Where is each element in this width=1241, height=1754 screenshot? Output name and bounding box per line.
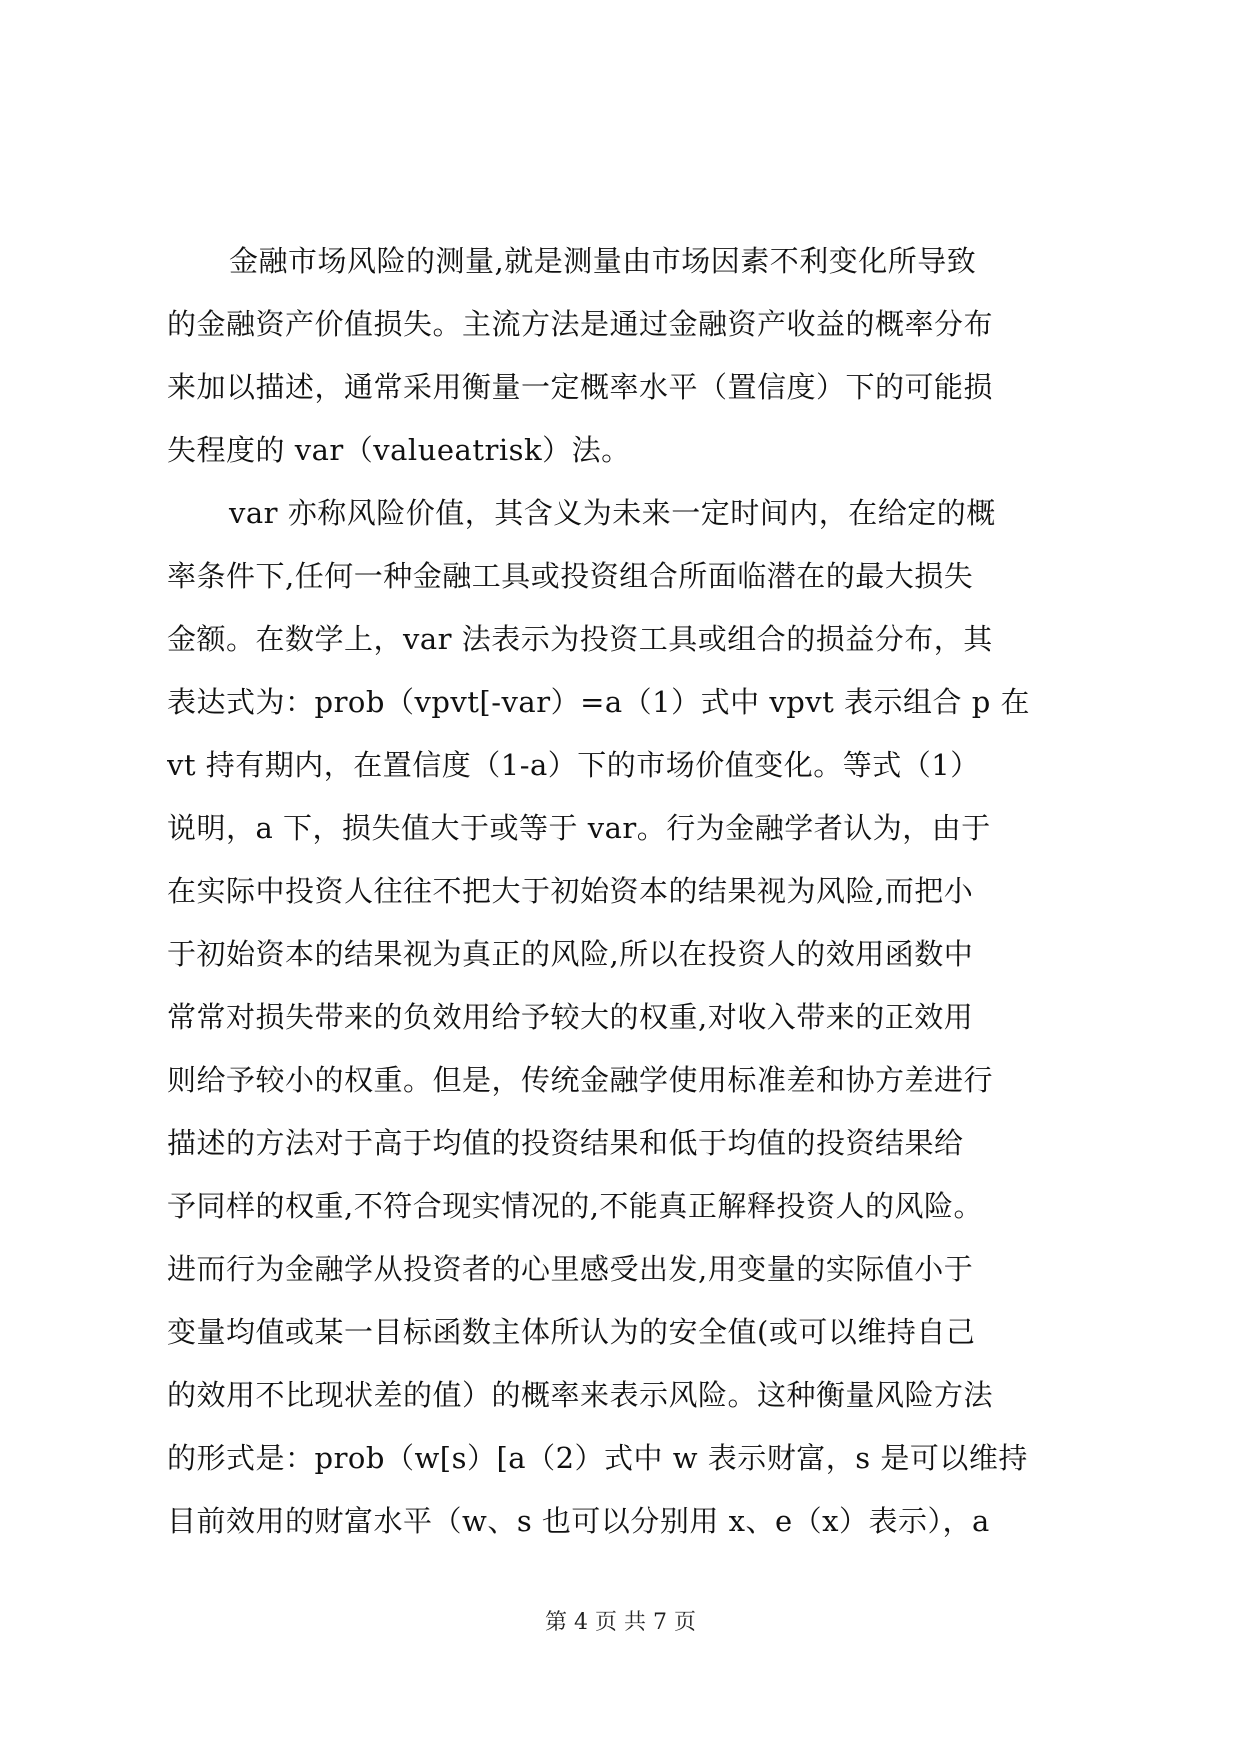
text-line: 在实际中投资人往往不把大于初始资本的结果视为风险,而把小 <box>167 874 974 908</box>
text-line: 的效用不比现状差的值）的概率来表示风险。这种衡量风险方法 <box>167 1378 994 1412</box>
text-line: 于初始资本的结果视为真正的风险,所以在投资人的效用函数中 <box>167 937 974 971</box>
text-line: 的形式是：prob（w[s）[a（2）式中 w 表示财富，s 是可以维持 <box>167 1441 1028 1475</box>
paragraph-2 <box>167 482 1079 1553</box>
text-line: 金融市场风险的测量,就是测量由市场因素不利变化所导致 <box>229 244 977 278</box>
text-line: 失程度的 var（valueatrisk）法。 <box>167 433 631 467</box>
text-line: 表达式为：prob（vpvt[-var）=a（1）式中 vpvt 表示组合 p 在 <box>167 685 1031 719</box>
text-line: 的金融资产价值损失。主流方法是通过金融资产收益的概率分布 <box>167 307 994 341</box>
paragraph-1 <box>167 230 1079 482</box>
page-number-footer: 第 4 页 共 7 页 <box>545 1610 696 1635</box>
body-text <box>167 230 1079 1553</box>
text-line: 说明，a 下，损失值大于或等于 var。行为金融学者认为，由于 <box>167 811 991 845</box>
text-line: 则给予较小的权重。但是，传统金融学使用标准差和协方差进行 <box>167 1063 994 1097</box>
text-line: 描述的方法对于高于均值的投资结果和低于均值的投资结果给 <box>167 1126 964 1160</box>
text-line: 常常对损失带来的负效用给予较大的权重,对收入带来的正效用 <box>167 1000 974 1034</box>
text-line: vt 持有期内，在置信度（1-a）下的市场价值变化。等式（1） <box>167 748 980 782</box>
text-line: 率条件下,任何一种金融工具或投资组合所面临潜在的最大损失 <box>167 559 974 593</box>
text-line: 变量均值或某一目标函数主体所认为的安全值(或可以维持自己 <box>167 1315 976 1349</box>
text-line: 目前效用的财富水平（w、s 也可以分别用 x、e（x）表示），a <box>167 1504 990 1538</box>
text-line: var 亦称风险价值，其含义为未来一定时间内，在给定的概 <box>229 496 996 530</box>
text-line: 进而行为金融学从投资者的心里感受出发,用变量的实际值小于 <box>167 1252 974 1286</box>
text-line: 来加以描述，通常采用衡量一定概率水平（置信度）下的可能损 <box>167 370 994 404</box>
text-line: 予同样的权重,不符合现实情况的,不能真正解释投资人的风险。 <box>167 1189 983 1223</box>
text-line: 金额。在数学上，var 法表示为投资工具或组合的损益分布，其 <box>167 622 993 656</box>
